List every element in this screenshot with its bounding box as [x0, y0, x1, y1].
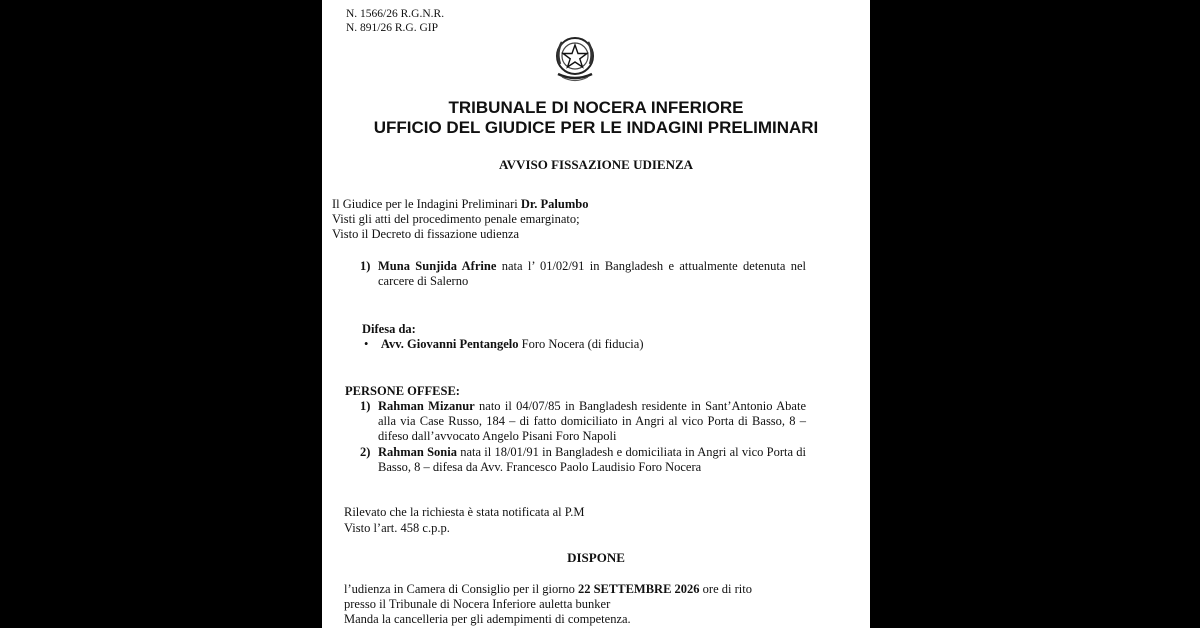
defendant-number: 1)	[360, 259, 371, 273]
defense-lawyer	[364, 337, 643, 352]
judge-name: Dr. Palumbo	[520, 197, 589, 211]
judge-prefix: Il Giudice per le Indagini Preliminari	[332, 197, 521, 211]
notes-article-line: Visto l’art. 458 c.p.p.	[344, 521, 450, 535]
injured-2-number: 2)	[360, 445, 371, 459]
case-number-rgnr: N. 1566/26 R.G.N.R.	[346, 8, 445, 20]
order-prefix: l’udienza in Camera di Consiglio per il giorno	[344, 582, 578, 596]
defense-label: Difesa da:	[362, 322, 416, 336]
injured-1-name: Rahman Mizanur	[378, 399, 475, 413]
injured-2-name: Rahman Sonia	[378, 445, 457, 459]
injured-heading: PERSONE OFFESE:	[345, 384, 460, 398]
bullet-icon: •	[364, 337, 381, 351]
order-chancery-line: Manda la cancelleria per gli adempimenti di competenza.	[344, 612, 631, 626]
court-office: UFFICIO DEL GIUDICE PER LE INDAGINI PRELIMINARI	[373, 118, 819, 137]
order-venue-line: presso il Tribunale di Nocera Inferiore auletta bunker	[344, 597, 611, 611]
notice-title: AVVISO FISSAZIONE UDIENZA	[498, 157, 694, 172]
defense-lawyer-details: Foro Nocera (di fiducia)	[518, 337, 644, 351]
defendant-entry	[378, 259, 806, 289]
document-page	[322, 0, 870, 628]
injured-1-details: nato il 04/07/85 in Bangladesh residente in Sant’Antonio Abate alla via Case Russo, 184 – di fatto domiciliato in Angri al vico Porta di Basso, 8 – difeso dall’avvocato Angelo Pisani Foro Napoli	[378, 399, 806, 443]
defendant-details: nata l’ 01/02/91 in Bangladesh e attualmente detenuta nel carcere di Salerno	[378, 259, 807, 288]
order-date: 22 SETTEMBRE 2026	[577, 582, 700, 596]
intro-acts-line: Visti gli atti del procedimento penale emarginato;	[332, 212, 580, 226]
injured-1-entry	[378, 399, 806, 444]
injured-2-entry	[378, 445, 806, 475]
injured-1-number: 1)	[360, 399, 371, 413]
intro-decree-line: Visto il Decreto di fissazione udienza	[332, 227, 520, 241]
intro-judge-line	[332, 197, 588, 212]
defense-lawyer-name: Avv. Giovanni Pentangelo	[380, 337, 519, 351]
court-name: TRIBUNALE DI NOCERA INFERIORE	[448, 98, 744, 117]
injured-2-details: nata il 18/01/91 in Bangladesh e domiciliata in Angri al vico Porta di Basso, 8 – difesa da Avv. Francesco Paolo Laudisio Foro Nocera	[378, 445, 806, 474]
case-number-gip: N. 891/26 R.G. GIP	[346, 22, 439, 34]
notes-notified-line: Rilevato che la richiesta è stata notificata al P.M	[344, 505, 585, 519]
order-suffix: ore di rito	[699, 582, 752, 596]
order-hearing-line	[344, 582, 806, 597]
dispone-heading: DISPONE	[567, 550, 625, 565]
italian-republic-emblem-icon	[548, 34, 602, 84]
defendant-name: Muna Sunjida Afrine	[378, 259, 497, 273]
